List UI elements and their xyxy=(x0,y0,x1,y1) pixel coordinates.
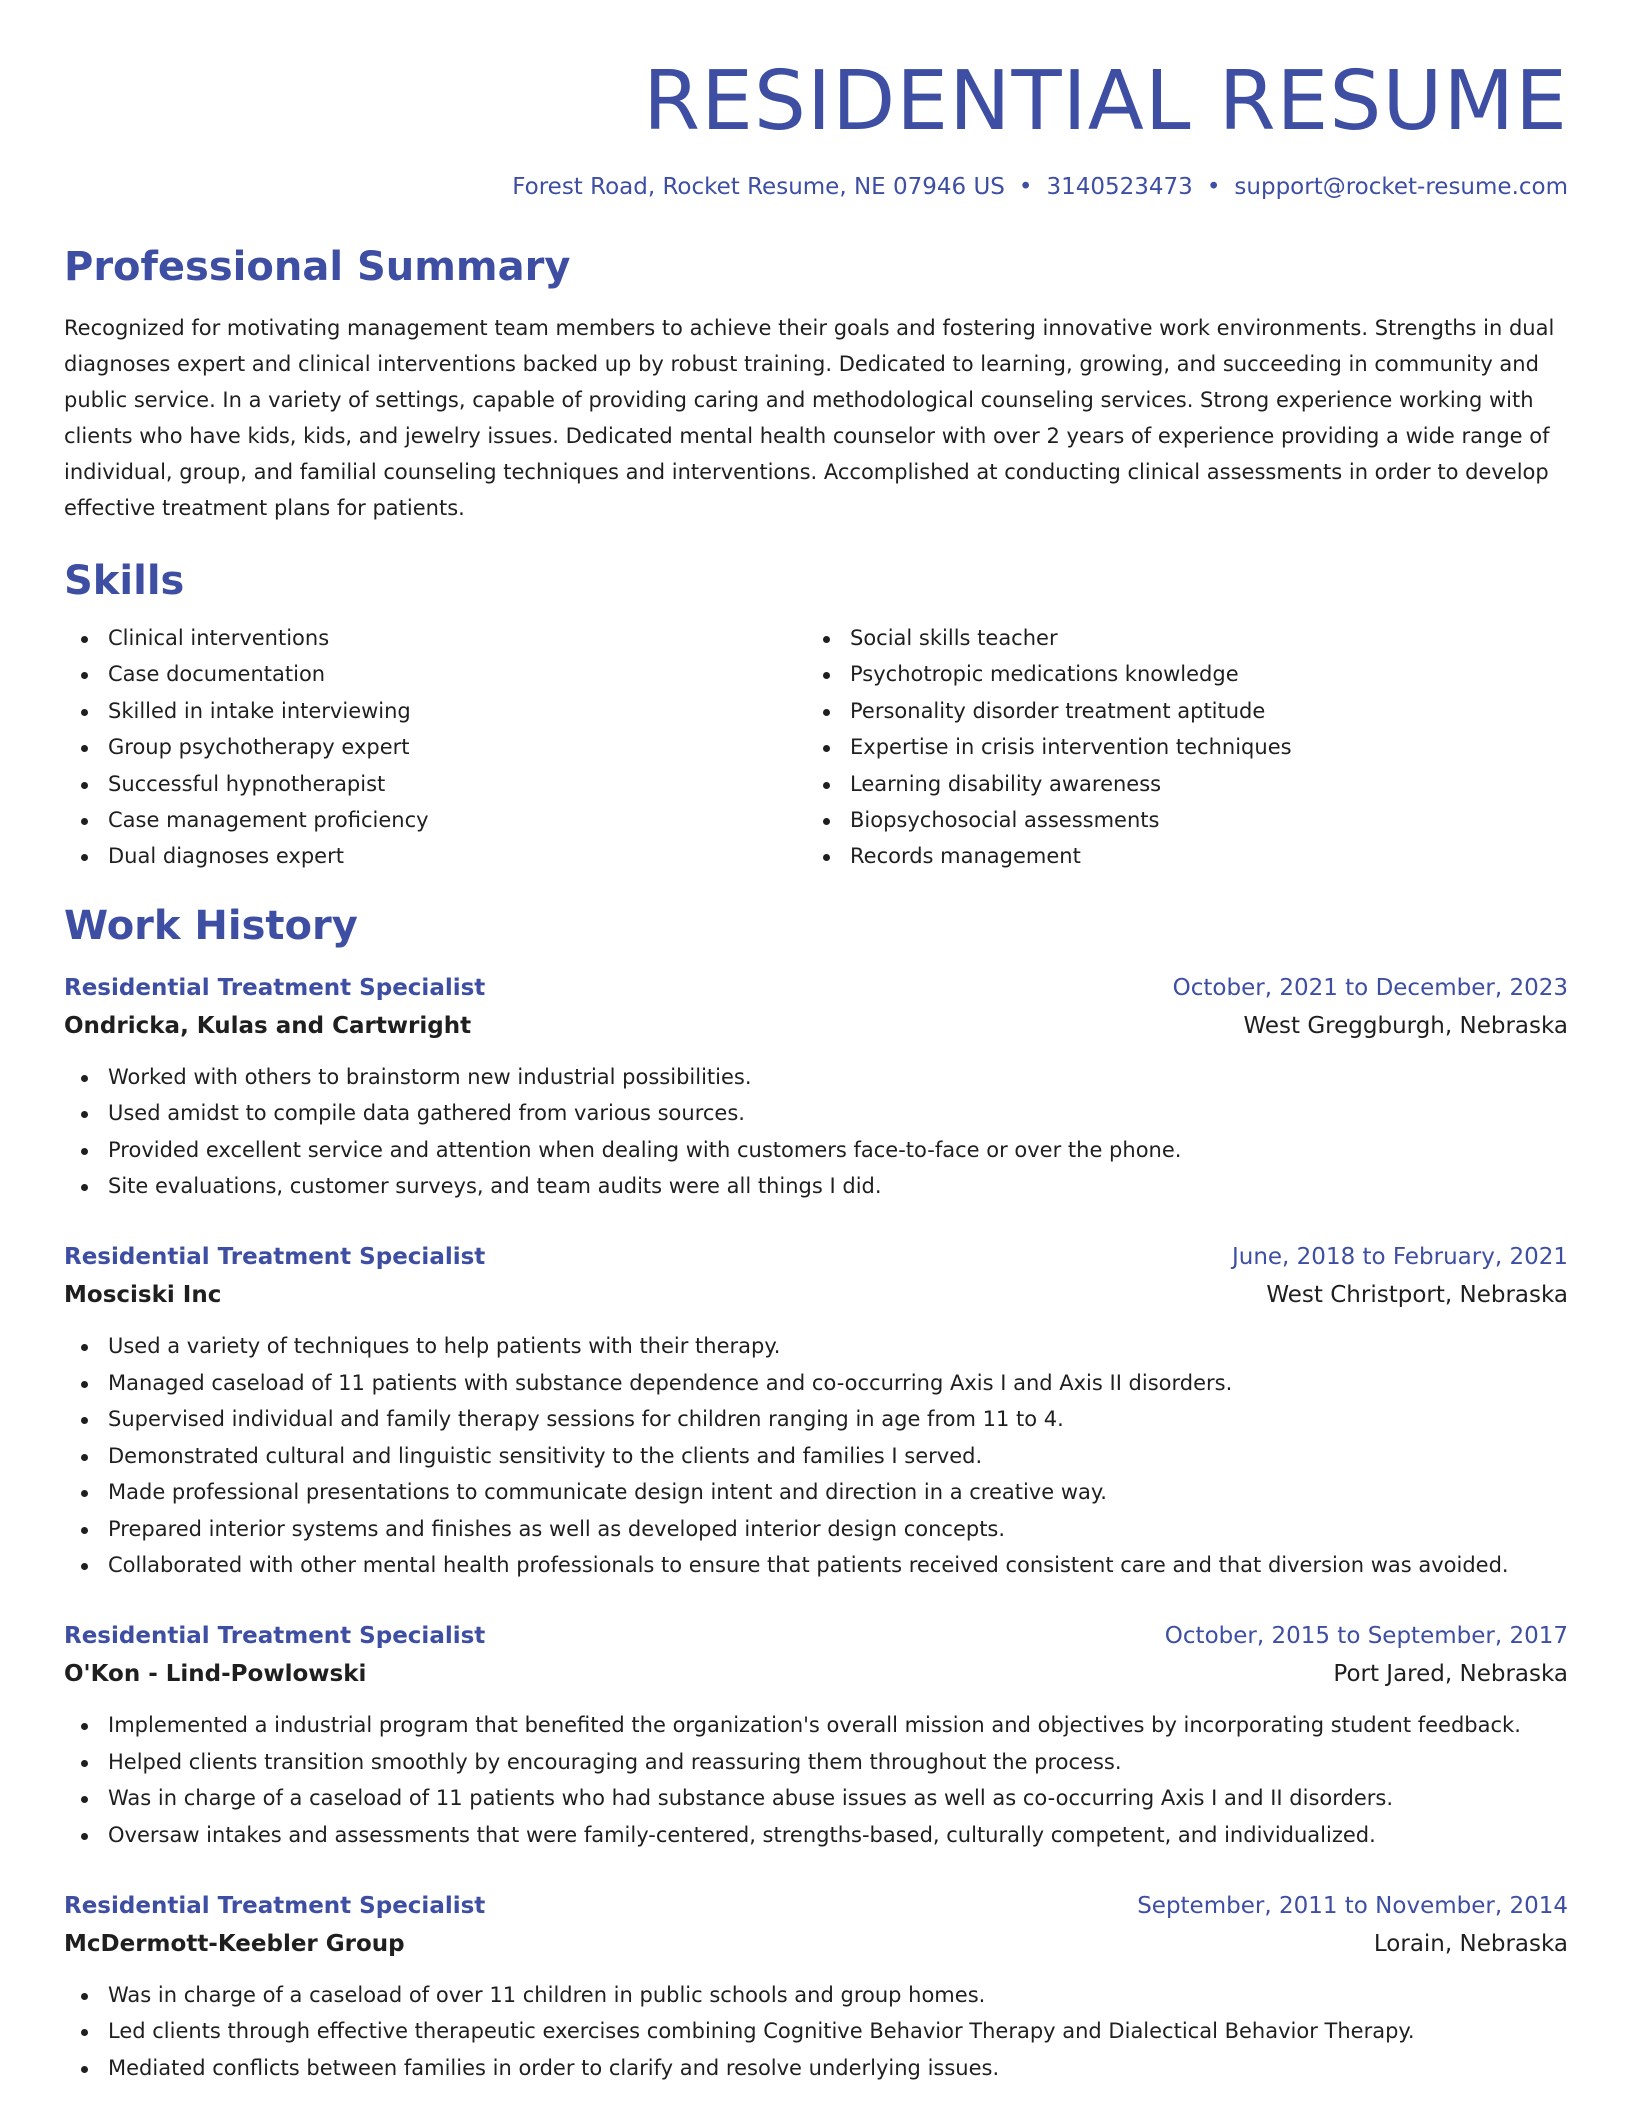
job-bullet: Demonstrated cultural and linguistic sensitivity to the clients and families I served. xyxy=(64,1438,1568,1474)
skills-list-left xyxy=(64,620,806,875)
job-location: West Christport, Nebraska xyxy=(1266,1282,1568,1309)
job-bullets xyxy=(64,1328,1568,1583)
job-location: Lorain, Nebraska xyxy=(1373,1930,1568,1957)
skill-item: Learning disability awareness xyxy=(806,766,1548,802)
work-history-heading: Work History xyxy=(64,902,358,949)
job-entry xyxy=(64,1617,1568,1853)
skills-list-right xyxy=(806,620,1548,875)
skill-item: Social skills teacher xyxy=(806,620,1548,656)
skill-item: Psychotropic medications knowledge xyxy=(806,656,1548,692)
job-company-row xyxy=(64,1007,1568,1045)
skills-columns xyxy=(64,620,1568,875)
job-bullet: Implemented a industrial program that benefited the organization's overall mission and objectives by incorporating student feedback. xyxy=(64,1707,1568,1743)
job-bullet: Supervised individual and family therapy sessions for children ranging in age from 11 to 4. xyxy=(64,1401,1568,1437)
contact-separator: • xyxy=(1018,174,1033,200)
job-bullet: Worked with others to brainstorm new industrial possibilities. xyxy=(64,1059,1568,1095)
job-bullet: Collaborated with other mental health professionals to ensure that patients received consistent care and that diversion was avoided. xyxy=(64,1547,1568,1583)
job-entry xyxy=(64,1238,1568,1583)
job-title: Residential Treatment Specialist xyxy=(64,1244,486,1271)
job-bullet: Was in charge of a caseload of 11 patients who had substance abuse issues as well as co-occurring Axis I and II disorders. xyxy=(64,1780,1568,1816)
skill-item: Dual diagnoses expert xyxy=(64,838,806,874)
job-dates: September, 2011 to November, 2014 xyxy=(1137,1892,1568,1919)
job-company: Mosciski Inc xyxy=(64,1282,222,1309)
job-bullet: Was in charge of a caseload of over 11 children in public schools and group homes. xyxy=(64,1977,1568,2013)
summary-section xyxy=(64,242,1568,526)
job-dates: June, 2018 to February, 2021 xyxy=(1231,1244,1568,1271)
skill-item: Personality disorder treatment aptitude xyxy=(806,693,1548,729)
job-bullet: Managed caseload of 11 patients with substance dependence and co-occurring Axis I and Axis II disorders. xyxy=(64,1365,1568,1401)
skill-item: Successful hypnotherapist xyxy=(64,766,806,802)
email-link[interactable]: support@rocket-resume.com xyxy=(1234,174,1568,200)
job-location: West Greggburgh, Nebraska xyxy=(1243,1012,1568,1039)
summary-heading: Professional Summary xyxy=(64,244,571,290)
skill-item: Clinical interventions xyxy=(64,620,806,656)
job-location: Port Jared, Nebraska xyxy=(1333,1661,1568,1688)
job-company-row xyxy=(64,1655,1568,1693)
job-company-row xyxy=(64,1276,1568,1314)
job-bullet: Prepared interior systems and finishes as well as developed interior design concepts. xyxy=(64,1511,1568,1547)
job-title-row xyxy=(64,1887,1568,1925)
job-title-row xyxy=(64,1238,1568,1276)
job-bullets xyxy=(64,1059,1568,1205)
job-bullet: Site evaluations, customer surveys, and team audits were all things I did. xyxy=(64,1168,1568,1204)
job-bullet: Led clients through effective therapeutic exercises combining Cognitive Behavior Therapy and Dialectical Behavior Therapy. xyxy=(64,2013,1568,2049)
job-company: Ondricka, Kulas and Cartwright xyxy=(64,1012,472,1039)
job-bullet: Provided excellent service and attention when dealing with customers face-to-face or over the phone. xyxy=(64,1132,1568,1168)
job-bullet: Mediated conflicts between families in order to clarify and resolve underlying issues. xyxy=(64,2050,1568,2086)
phone: 3140523473 xyxy=(1046,174,1193,200)
summary-text: Recognized for motivating management team members to achieve their goals and fostering innovative work environments. Strengths in dual diagnoses expert and clinical interventions backed up by robust training. Dedicated to learning, growing, and succeeding in community and public service. In a variety of settings, capable of providing caring and methodological counseling services. Strong experience working with clients who have kids, kids, and jewelry issues. Dedicated mental health counselor with over 2 years of experience providing a wide range of individual, group, and familial counseling techniques and interventions. Accomplished at conducting clinical assessments in order to develop effective treatment plans for patients. xyxy=(64,316,1555,520)
job-bullets xyxy=(64,1707,1568,1853)
job-bullets xyxy=(64,1977,1568,2086)
resume-page xyxy=(64,0,1568,2086)
skill-item: Skilled in intake interviewing xyxy=(64,693,806,729)
job-entry xyxy=(64,1887,1568,2086)
skills-heading: Skills xyxy=(64,558,185,604)
job-title-row xyxy=(64,969,1568,1007)
job-title: Residential Treatment Specialist xyxy=(64,974,486,1001)
job-bullet: Helped clients transition smoothly by encouraging and reassuring them throughout the process. xyxy=(64,1744,1568,1780)
job-title-row xyxy=(64,1617,1568,1655)
job-title: Residential Treatment Specialist xyxy=(64,1892,486,1919)
resume-title: RESIDENTIAL RESUME xyxy=(643,54,1568,149)
skill-item: Case management proficiency xyxy=(64,802,806,838)
skill-item: Case documentation xyxy=(64,656,806,692)
address: Forest Road, Rocket Resume, NE 07946 US xyxy=(512,174,1005,200)
job-company-row xyxy=(64,1925,1568,1963)
job-company: O'Kon - Lind-Powlowski xyxy=(64,1661,367,1688)
job-bullet: Oversaw intakes and assessments that were family-centered, strengths-based, culturally competent, and individualized. xyxy=(64,1817,1568,1853)
job-entry xyxy=(64,969,1568,1205)
resume-header xyxy=(64,54,1568,202)
job-title: Residential Treatment Specialist xyxy=(64,1623,486,1650)
skill-item: Group psychotherapy expert xyxy=(64,729,806,765)
skill-item: Records management xyxy=(806,838,1548,874)
contact-line xyxy=(64,172,1568,202)
job-bullet: Made professional presentations to communicate design intent and direction in a creative way. xyxy=(64,1474,1568,1510)
job-bullet: Used amidst to compile data gathered from various sources. xyxy=(64,1095,1568,1131)
job-company: McDermott-Keebler Group xyxy=(64,1930,405,1957)
skill-item: Expertise in crisis intervention techniques xyxy=(806,729,1548,765)
work-history-section xyxy=(64,901,1568,2086)
job-bullet: Used a variety of techniques to help patients with their therapy. xyxy=(64,1328,1568,1364)
contact-separator: • xyxy=(1206,174,1221,200)
job-dates: October, 2021 to December, 2023 xyxy=(1172,974,1568,1001)
job-dates: October, 2015 to September, 2017 xyxy=(1164,1623,1568,1650)
skills-section xyxy=(64,556,1568,875)
skill-item: Biopsychosocial assessments xyxy=(806,802,1548,838)
